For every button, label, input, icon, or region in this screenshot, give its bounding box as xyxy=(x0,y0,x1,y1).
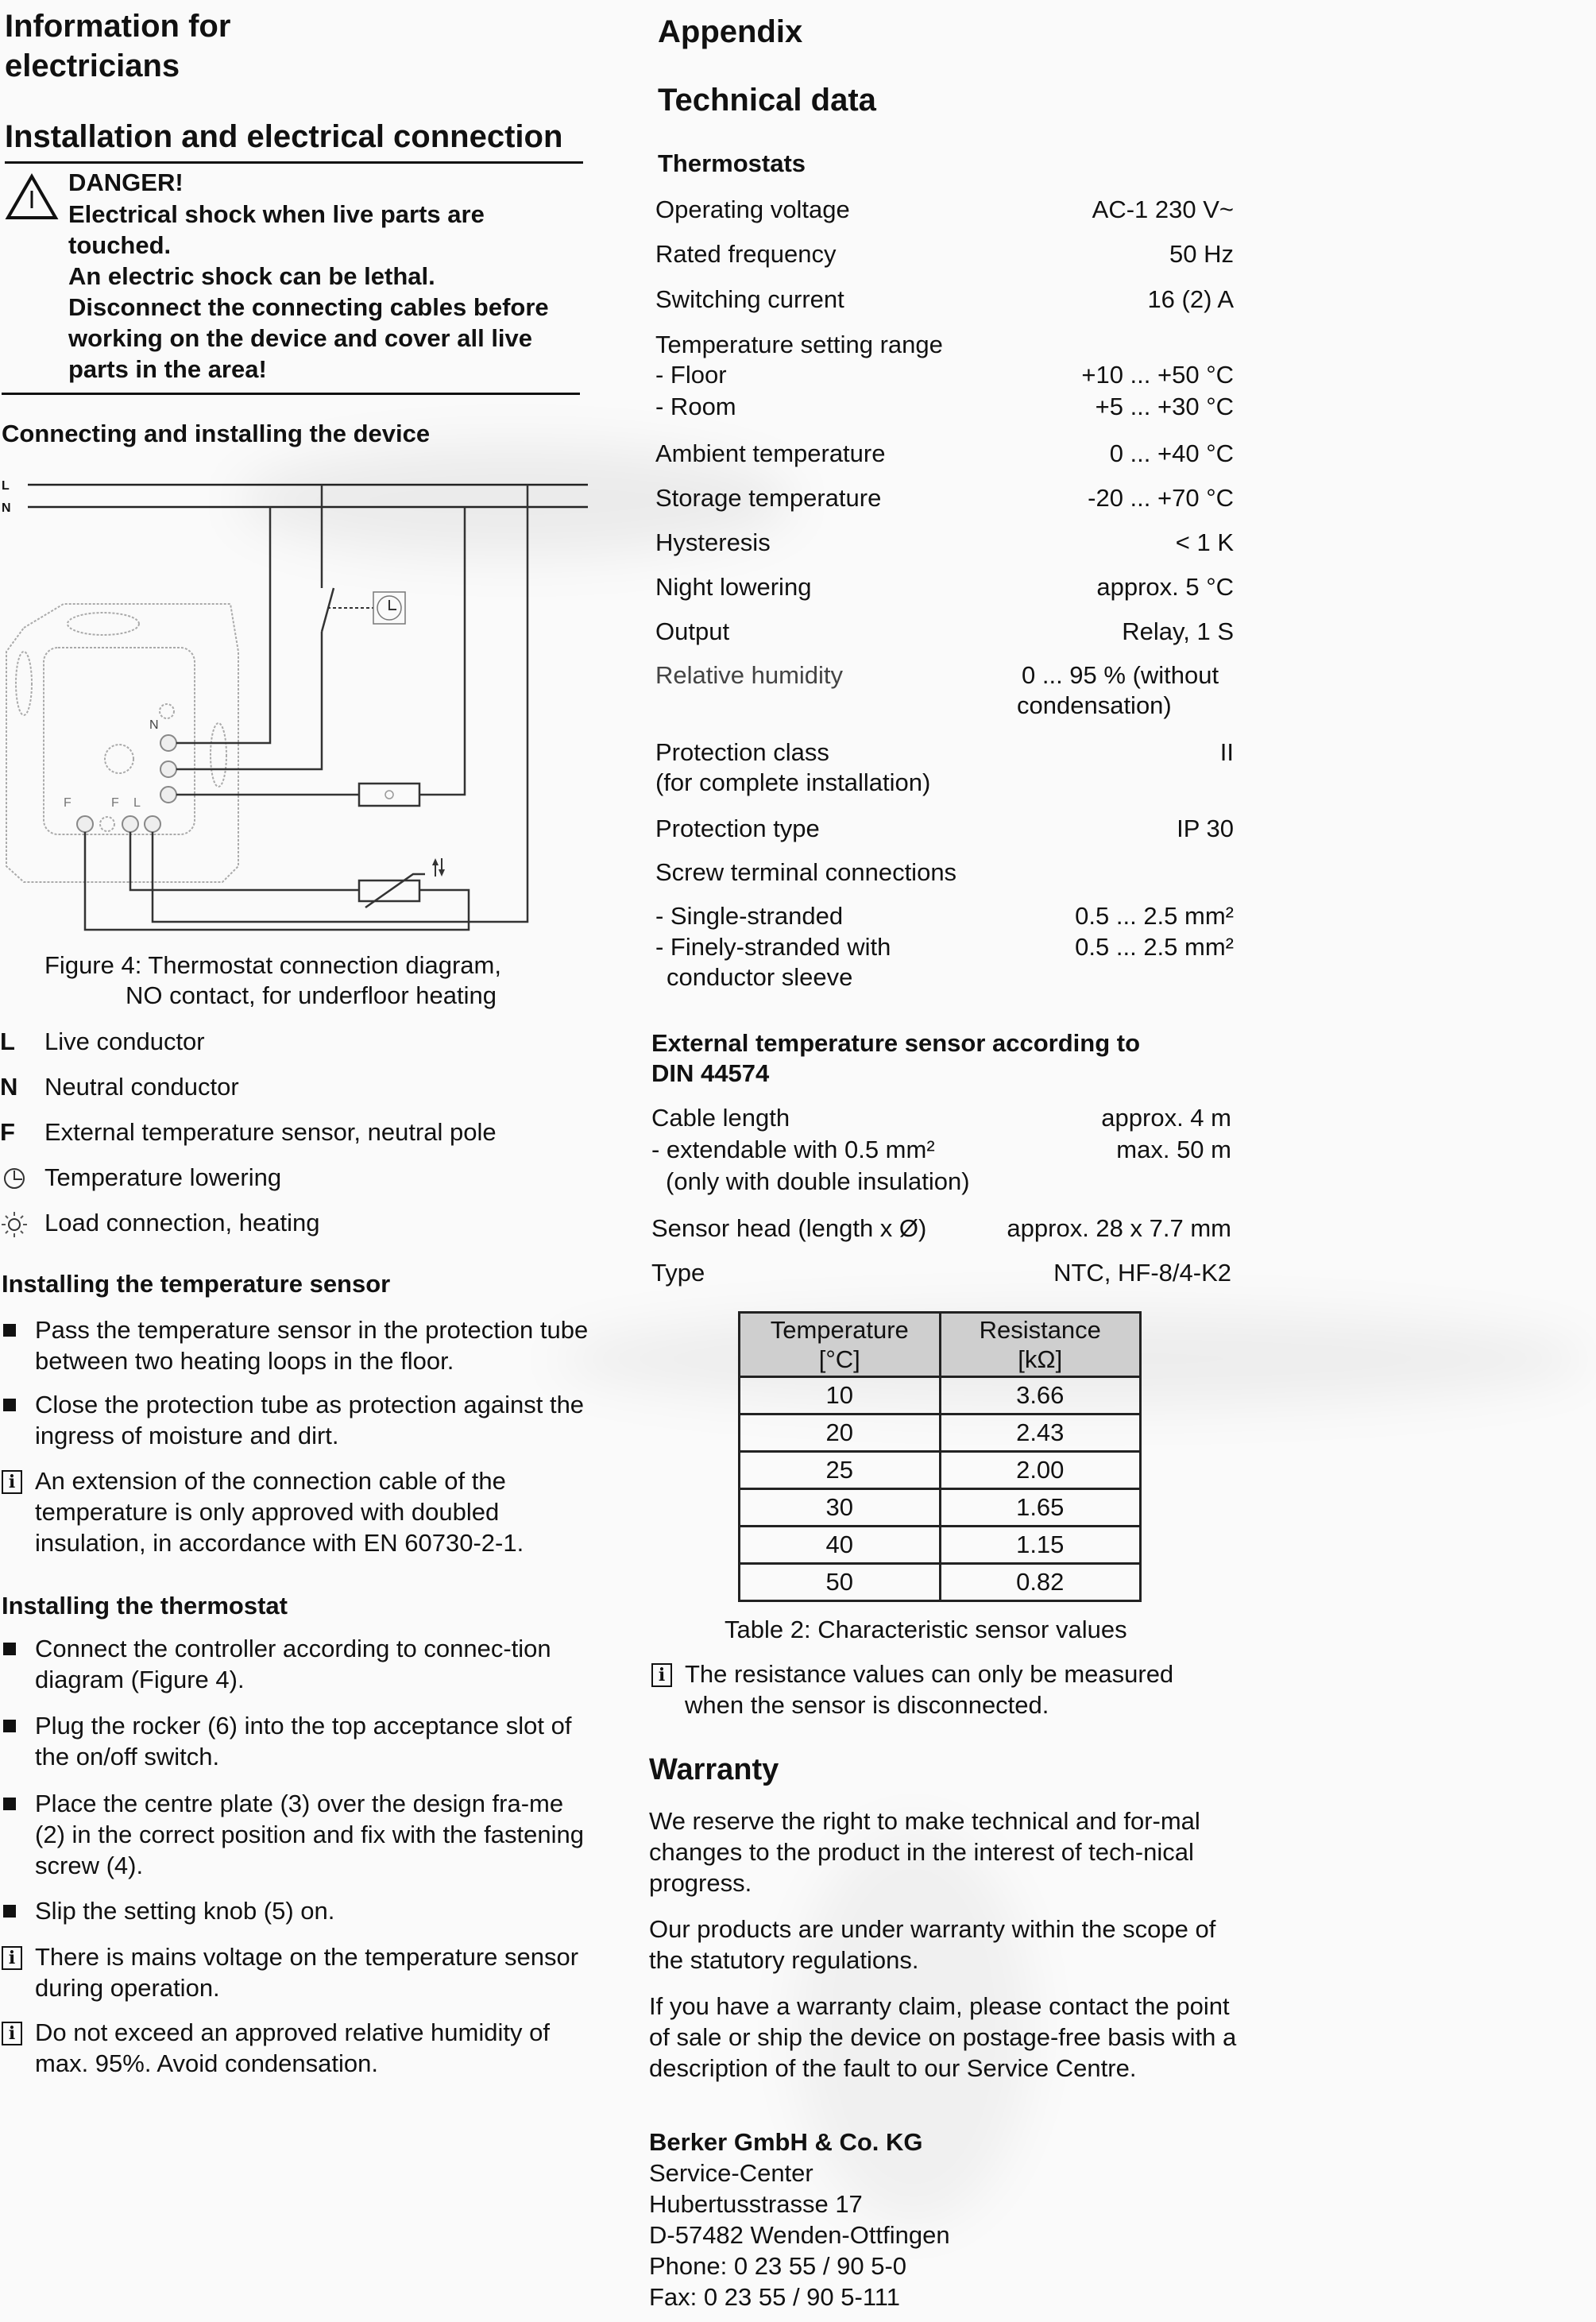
divider xyxy=(5,161,583,164)
spec-label: - extendable with 0.5 mm² xyxy=(651,1136,935,1163)
instruction-text: Close the protection tube as protection against the ingress of moisture and dirt. xyxy=(35,1391,585,1449)
instruction-text: Plug the rocker (6) into the top acceptance slot of the on/off switch. xyxy=(35,1712,572,1771)
spec-value: 16 (2) A xyxy=(1147,285,1234,313)
spec-value: +10 ... +50 °C xyxy=(1081,361,1234,389)
warranty-paragraph: If you have a warranty claim, please contact the point of sale or ship the device on postage-free basis with a description of the fault to our Service Centre. xyxy=(649,1992,1237,2082)
sensor-spec-heading-line2: DIN 44574 xyxy=(651,1059,770,1087)
address-line: Hubertusstrasse 17 xyxy=(649,2190,863,2218)
spec-value: AC-1 230 V~ xyxy=(1092,195,1234,223)
danger-line: Disconnect the connecting cables before xyxy=(68,293,549,321)
spec-label: (only with double insulation) xyxy=(666,1167,970,1195)
spec-label: Temperature setting range xyxy=(655,331,943,358)
connection-diagram xyxy=(0,469,596,938)
page-title xyxy=(5,6,230,86)
switch-contact xyxy=(322,588,334,632)
sensor-spec-heading-line1: External temperature sensor according to xyxy=(651,1029,1141,1057)
table-cell: 1.65 xyxy=(940,1489,1141,1527)
spec-label: Type xyxy=(651,1259,705,1287)
spec-value: II xyxy=(1219,738,1234,766)
spec-label: Operating voltage xyxy=(655,195,850,223)
table-header-resistance xyxy=(940,1313,1141,1377)
line-label-n: N xyxy=(2,501,11,515)
spec-value-line1: 0 ... 95 % (without xyxy=(1022,661,1219,689)
spec-value: +5 ... +30 °C xyxy=(1095,393,1234,420)
danger-message xyxy=(68,199,585,385)
spec-label-line2: conductor sleeve xyxy=(667,963,853,991)
spec-label xyxy=(655,932,891,993)
table-cell: 2.00 xyxy=(940,1452,1141,1489)
company-name: Berker GmbH & Co. KG xyxy=(649,2128,923,2156)
table-cell: 30 xyxy=(740,1489,941,1527)
heater-load-icon xyxy=(359,784,419,806)
table-header-unit: [kΩ] xyxy=(1018,1345,1063,1373)
table-header-text: Temperature xyxy=(770,1316,909,1344)
thermostats-title: Thermostats xyxy=(658,149,806,177)
spec-value: IP 30 xyxy=(1177,815,1234,842)
table-row xyxy=(740,1527,1141,1564)
table-header-temperature xyxy=(740,1313,941,1377)
spec-value: 0 ... +40 °C xyxy=(1109,439,1234,467)
table-cell: 2.43 xyxy=(940,1414,1141,1452)
spec-value: < 1 K xyxy=(1175,528,1234,556)
legend-key: F xyxy=(0,1118,15,1146)
terminal-label-f: F xyxy=(111,796,119,810)
phone-number: Phone: 0 23 55 / 90 5-0 xyxy=(649,2252,907,2280)
legend-text: Temperature lowering xyxy=(44,1163,282,1191)
spec-label: Ambient temperature xyxy=(655,439,886,467)
bullet-icon xyxy=(3,1720,16,1732)
info-icon: i xyxy=(651,1663,672,1687)
warranty-paragraph: We reserve the right to make technical and for-mal changes to the product in the interest of tech-nical progress. xyxy=(649,1807,1200,1897)
instruction-text: Pass the temperature sensor in the protection tube between two heating loops in the floor. xyxy=(35,1316,589,1375)
spec-value: 0.5 ... 2.5 mm² xyxy=(1075,902,1234,930)
info-icon: i xyxy=(2,1946,22,1970)
thermostat-install-title: Installing the thermostat xyxy=(2,1592,288,1620)
figure-caption-line1: Figure 4: Thermostat connection diagram, xyxy=(44,951,501,979)
bullet-icon xyxy=(3,1798,16,1810)
spec-label-line1: Protection class xyxy=(655,738,829,766)
table-cell: 50 xyxy=(740,1564,941,1601)
sun-icon xyxy=(0,1209,32,1238)
spec-label: Storage temperature xyxy=(655,484,882,512)
spec-label: - Room xyxy=(655,393,736,420)
table-row xyxy=(740,1414,1141,1452)
address-line: Service-Center xyxy=(649,2159,813,2187)
info-icon: i xyxy=(2,2022,22,2045)
appendix-title: Appendix xyxy=(658,14,803,49)
warranty-paragraph: Our products are under warranty within the scope of the statutory regulations. xyxy=(649,1915,1216,1974)
table-row xyxy=(740,1489,1141,1527)
table-header-unit: [°C] xyxy=(818,1345,860,1373)
instruction-text: Slip the setting knob (5) on. xyxy=(35,1897,335,1925)
bullet-icon xyxy=(3,1643,16,1655)
terminal-label-f: F xyxy=(64,796,71,810)
spec-label-line1: - Finely-stranded with xyxy=(655,933,891,961)
spec-label: Screw terminal connections xyxy=(655,858,957,886)
table-row xyxy=(740,1564,1141,1601)
legend-key: N xyxy=(0,1073,18,1101)
spec-label-line2: (for complete installation) xyxy=(655,768,931,796)
spec-value-line2: condensation) xyxy=(1017,691,1172,719)
spec-value: Relay, 1 S xyxy=(1122,617,1234,645)
info-icon: i xyxy=(2,1470,22,1494)
danger-line: touched. xyxy=(68,231,172,259)
spec-label xyxy=(655,737,930,798)
danger-line: Electrical shock when live parts are xyxy=(68,200,485,228)
table-cell: 10 xyxy=(740,1377,941,1414)
spec-label: Output xyxy=(655,617,730,645)
danger-line: parts in the area! xyxy=(68,355,267,383)
line-label-l: L xyxy=(2,479,10,493)
sensor-values-table xyxy=(738,1311,1142,1602)
spec-value: approx. 4 m xyxy=(1101,1104,1231,1132)
bullet-icon xyxy=(3,1905,16,1918)
legend-text: Live conductor xyxy=(44,1027,205,1055)
bullet-icon xyxy=(3,1399,16,1411)
table-row xyxy=(740,1377,1141,1414)
terminal-label-l: L xyxy=(133,796,141,810)
legend-text: Load connection, heating xyxy=(44,1209,320,1236)
table-caption: Table 2: Characteristic sensor values xyxy=(725,1616,1127,1643)
terminal-screws xyxy=(77,735,176,832)
danger-heading: DANGER! xyxy=(68,168,184,196)
section-title: Installation and electrical connection xyxy=(5,119,563,154)
table-cell: 1.15 xyxy=(940,1527,1141,1564)
info-text: The resistance values can only be measured when the sensor is disconnected. xyxy=(685,1660,1174,1719)
spec-value: NTC, HF-8/4-K2 xyxy=(1053,1259,1231,1287)
legend-text: External temperature sensor, neutral pole xyxy=(44,1118,497,1146)
technical-data-title: Technical data xyxy=(658,83,876,118)
connecting-title: Connecting and installing the device xyxy=(2,420,431,447)
info-text: An extension of the connection cable of the temperature is only approved with doubled insulation, in accordance with EN 60730-2-1. xyxy=(35,1467,524,1557)
spec-label: Protection type xyxy=(655,815,820,842)
fax-number: Fax: 0 23 55 / 90 5-111 xyxy=(649,2283,900,2311)
terminal-label-n: N xyxy=(149,718,159,732)
spec-label: Sensor head (length x Ø) xyxy=(651,1214,927,1242)
instruction-text: Place the centre plate (3) over the design fra-me (2) in the correct position and fix with the fastening screw (4). xyxy=(35,1790,584,1879)
spec-value xyxy=(1017,660,1219,721)
legend-key: L xyxy=(0,1027,15,1055)
spec-label: Relative humidity xyxy=(655,661,844,689)
figure-caption xyxy=(44,950,501,1011)
wires xyxy=(85,485,527,930)
spec-label: - Floor xyxy=(655,361,727,389)
spec-value: -20 ... +70 °C xyxy=(1088,484,1234,512)
warning-triangle-icon xyxy=(5,173,59,221)
info-text: There is mains voltage on the temperature sensor during operation. xyxy=(35,1943,579,2002)
clock-icon xyxy=(373,592,405,624)
table-cell: 40 xyxy=(740,1527,941,1564)
spec-label: Rated frequency xyxy=(655,240,837,268)
spec-label: Cable length xyxy=(651,1104,790,1132)
temperature-sensor-icon xyxy=(359,858,445,908)
spec-value: approx. 5 °C xyxy=(1096,573,1234,601)
table-cell: 0.82 xyxy=(940,1564,1141,1601)
spec-value: 0.5 ... 2.5 mm² xyxy=(1075,933,1234,961)
divider xyxy=(2,393,580,395)
page-title-line1: Information for xyxy=(5,9,231,44)
spec-label: Night lowering xyxy=(655,573,812,601)
table-row xyxy=(740,1452,1141,1489)
spec-label: - Single-stranded xyxy=(655,902,844,930)
danger-line: working on the device and cover all live xyxy=(68,324,533,352)
spec-value: 50 Hz xyxy=(1169,240,1234,268)
spec-label: Switching current xyxy=(655,285,844,313)
company-address xyxy=(649,2127,950,2312)
page-title-line2: electricians xyxy=(5,48,180,83)
instruction-text: Connect the controller according to connec-tion diagram (Figure 4). xyxy=(35,1635,551,1693)
spec-value: approx. 28 x 7.7 mm xyxy=(1007,1214,1231,1242)
table-cell: 25 xyxy=(740,1452,941,1489)
clock-icon xyxy=(0,1164,32,1193)
sensor-install-title: Installing the temperature sensor xyxy=(2,1270,391,1298)
spec-value: max. 50 m xyxy=(1116,1136,1231,1163)
address-line: D-57482 Wenden-Ottfingen xyxy=(649,2221,950,2249)
table-cell: 20 xyxy=(740,1414,941,1452)
danger-line: An electric shock can be lethal. xyxy=(68,262,435,290)
mains-lines xyxy=(28,485,588,507)
spec-label: Hysteresis xyxy=(655,528,771,556)
bullet-icon xyxy=(3,1324,16,1337)
sensor-spec-heading xyxy=(651,1028,1140,1089)
legend-text: Neutral conductor xyxy=(44,1073,239,1101)
table-header-row xyxy=(740,1313,1141,1377)
table-header-text: Resistance xyxy=(979,1316,1101,1344)
info-text: Do not exceed an approved relative humidity of max. 95%. Avoid condensation. xyxy=(35,2018,550,2077)
table-cell: 3.66 xyxy=(940,1377,1141,1414)
figure-caption-line2: NO contact, for underfloor heating xyxy=(126,981,497,1009)
warranty-title: Warranty xyxy=(649,1753,779,1786)
